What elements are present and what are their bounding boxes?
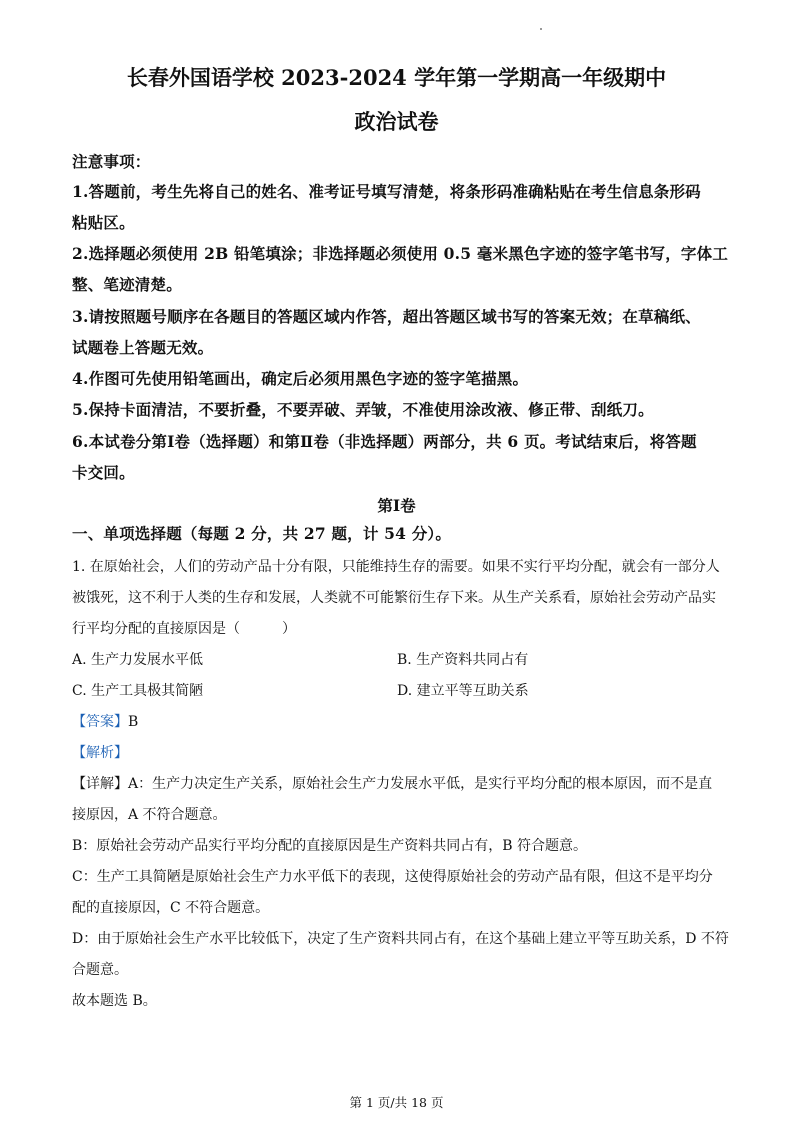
answer-value: B bbox=[128, 714, 139, 730]
option-c: C. 生产工具极其简陋 bbox=[72, 683, 204, 699]
notice-line: 5.保持卡面清洁，不要折叠，不要弄破、弄皱，不准使用涂改液、修正带、刮纸刀。 bbox=[72, 400, 654, 419]
detail-line: D：由于原始社会生产水平比较低下，决定了生产资料共同占有，在这个基础上建立平等互助关系，D 不符 bbox=[72, 931, 729, 947]
notice-line: 卡交回。 bbox=[72, 463, 135, 482]
exam-title: 长春外国语学校 2023-2024 学年第一学期高一年级期中 bbox=[126, 65, 667, 90]
notice-heading: 注意事项： bbox=[72, 152, 151, 171]
analysis-label: 【解析】 bbox=[72, 745, 128, 761]
notice-line: 3.请按照题号顺序在各题目的答题区域内作答，超出答题区域书写的答案无效；在草稿纸、 bbox=[72, 307, 701, 326]
notice-line: 整、笔迹清楚。 bbox=[72, 275, 182, 294]
option-a: A. 生产力发展水平低 bbox=[72, 652, 204, 668]
section-heading: 一、单项选择题（每题 2 分，共 27 题，计 54 分）。 bbox=[72, 524, 452, 543]
answer-row bbox=[72, 711, 138, 731]
detail-line: 配的直接原因，C 不符合题意。 bbox=[72, 900, 270, 916]
question-stem-line: 1. 在原始社会，人们的劳动产品十分有限，只能维持生存的需要。如果不实行平均分配，就会有一部分人 bbox=[72, 559, 720, 575]
option-d: D. 建立平等互助关系 bbox=[397, 683, 529, 699]
page-number: 第 1 页/共 18 页 bbox=[349, 1095, 444, 1110]
question-stem-line: 行平均分配的直接原因是（ ） bbox=[72, 621, 296, 637]
option-b: B. 生产资料共同占有 bbox=[397, 652, 529, 668]
detail-line: 故本题选 B。 bbox=[72, 993, 157, 1009]
part-title: 第Ⅰ卷 bbox=[377, 496, 416, 515]
notice-line: 1.答题前，考生先将自己的姓名、准考证号填写清楚，将条形码准确粘贴在考生信息条形码 bbox=[72, 182, 701, 201]
notice-line: 2.选择题必须使用 2B 铅笔填涂；非选择题必须使用 0.5 毫米黑色字迹的签字笔书写，字体工 bbox=[72, 244, 729, 263]
notice-line: 4.作图可先使用铅笔画出，确定后必须用黑色字迹的签字笔描黑。 bbox=[72, 369, 529, 388]
answer-label: 【答案】 bbox=[72, 714, 128, 730]
detail-line: 合题意。 bbox=[72, 962, 128, 978]
notice-line: 6.本试卷分第Ⅰ卷（选择题）和第Ⅱ卷（非选择题）两部分，共 6 页。考试结束后，将答题 bbox=[72, 432, 697, 451]
question-stem-line: 被饿死，这不利于人类的生存和发展，人类就不可能繁衍生存下来。从生产关系看，原始社会劳动产品实 bbox=[72, 590, 716, 606]
detail-line: 接原因，A 不符合题意。 bbox=[72, 807, 227, 823]
detail-line: B：原始社会劳动产品实行平均分配的直接原因是生产资料共同占有，B 符合题意。 bbox=[72, 838, 588, 854]
notice-line: 粘贴区。 bbox=[72, 213, 135, 232]
exam-subject: 政治试卷 bbox=[354, 109, 439, 134]
notice-line: 试题卷上答题无效。 bbox=[72, 338, 214, 357]
detail-line: 【详解】A：生产力决定生产关系，原始社会生产力发展水平低，是实行平均分配的根本原因，而不是直 bbox=[72, 776, 713, 792]
detail-line: C：生产工具简陋是原始社会生产力水平低下的表现，这使得原始社会的劳动产品有限，但这不是平均分 bbox=[72, 869, 713, 885]
speck-mark bbox=[540, 28, 542, 30]
